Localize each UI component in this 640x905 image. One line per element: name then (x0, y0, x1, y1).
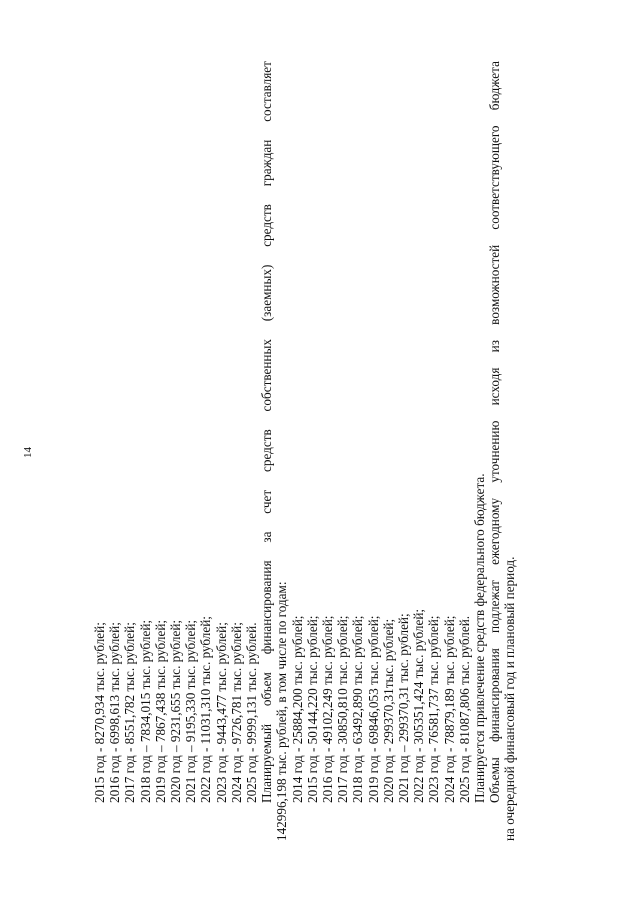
list-item: 2020 год - 299370,31тыс. рублей; (380, 618, 396, 803)
list-item: 2022 год - 305351,424 тыс. рублей; (411, 608, 427, 803)
word: средств (259, 429, 275, 472)
word: из (487, 340, 503, 353)
word: (заемных) (259, 264, 275, 322)
list-item: 2018 год - 63492,890 тыс. рублей; (350, 615, 366, 803)
list-item: 2015 год - 50144,220 тыс. рублей; (304, 615, 320, 803)
paragraph-financing-line1 (259, 61, 274, 841)
word: возможностей (487, 244, 503, 325)
word: исходя (487, 367, 503, 406)
paragraph-volumes-line1 (487, 61, 502, 841)
list-item: 2025 год - 81087,806 тыс. рублей. (456, 615, 472, 803)
word: Объемы (487, 757, 503, 803)
list-item: 2018 год – 7834,015 тыс. рублей; (137, 619, 153, 803)
list-item: 2021 год – 299370,31 тыс. рублей; (396, 613, 412, 803)
paragraph-federal-budget: Планируется привлечение средств федерального бюджета. (472, 473, 488, 803)
list-item: 2019 год – 7867,438 тыс. рублей; (152, 619, 168, 803)
document-body (92, 61, 518, 841)
list-item: 2020 год – 9231,655 тыс. рублей; (168, 619, 184, 803)
list-item: 2015 год - 8270,934 тыс. рублей; (92, 622, 107, 803)
list-b (290, 61, 472, 841)
word: средств (259, 204, 275, 247)
page-number: 14 (22, 447, 34, 458)
list-item: 2021 год – 9195,330 тыс. рублей; (183, 619, 199, 803)
paragraph-financing-line2: 142996,198 тыс. рублей, в том числе по годам: (274, 581, 290, 841)
list-item: 2022 год - 11031,310 тыс. рублей; (198, 616, 214, 803)
word: составляет (259, 61, 275, 122)
word: счет (259, 489, 275, 514)
word: уточнению (487, 420, 503, 483)
word: финансирования (259, 560, 275, 655)
list-item: 2019 год - 69846,053 тыс. рублей; (365, 615, 381, 803)
list-item: 2016 год - 6998,613 тыс. рублей; (107, 622, 123, 803)
word: за (259, 531, 275, 543)
paragraph-volumes-line2: на очередной финансовый год и плановый период. (502, 556, 518, 841)
list-item: 2023 год - 9443,477 тыс. рублей; (213, 622, 229, 803)
word: подлежат (487, 580, 503, 633)
list-item: 2017 год - 8551,782 тыс. рублей; (122, 622, 138, 803)
word: ежегодному (487, 497, 503, 565)
list-item: 2024 год - 78879,189 тыс. рублей; (441, 615, 457, 803)
word: объем (259, 672, 275, 707)
list-item: 2016 год - 49102,249 тыс. рублей; (320, 615, 336, 803)
list-a (92, 61, 259, 841)
list-item: 2023 год - 76581,737 тыс. рублей; (426, 615, 442, 803)
word: соответствующего (487, 125, 503, 230)
list-item: 2025 год - 9999,131 тыс. рублей. (244, 622, 260, 803)
word: Планируемый (259, 723, 275, 803)
word: бюджета (487, 61, 503, 111)
list-item: 2014 год - 25884,200 тыс. рублей; (289, 615, 305, 803)
list-item: 2024 год - 9726,781 тыс. рублей; (228, 622, 244, 803)
word: граждан (259, 139, 275, 187)
word: собственных (259, 339, 275, 412)
list-item: 2017 год - 30850,810 тыс. рублей; (335, 615, 351, 803)
word: финансирования (487, 648, 503, 742)
